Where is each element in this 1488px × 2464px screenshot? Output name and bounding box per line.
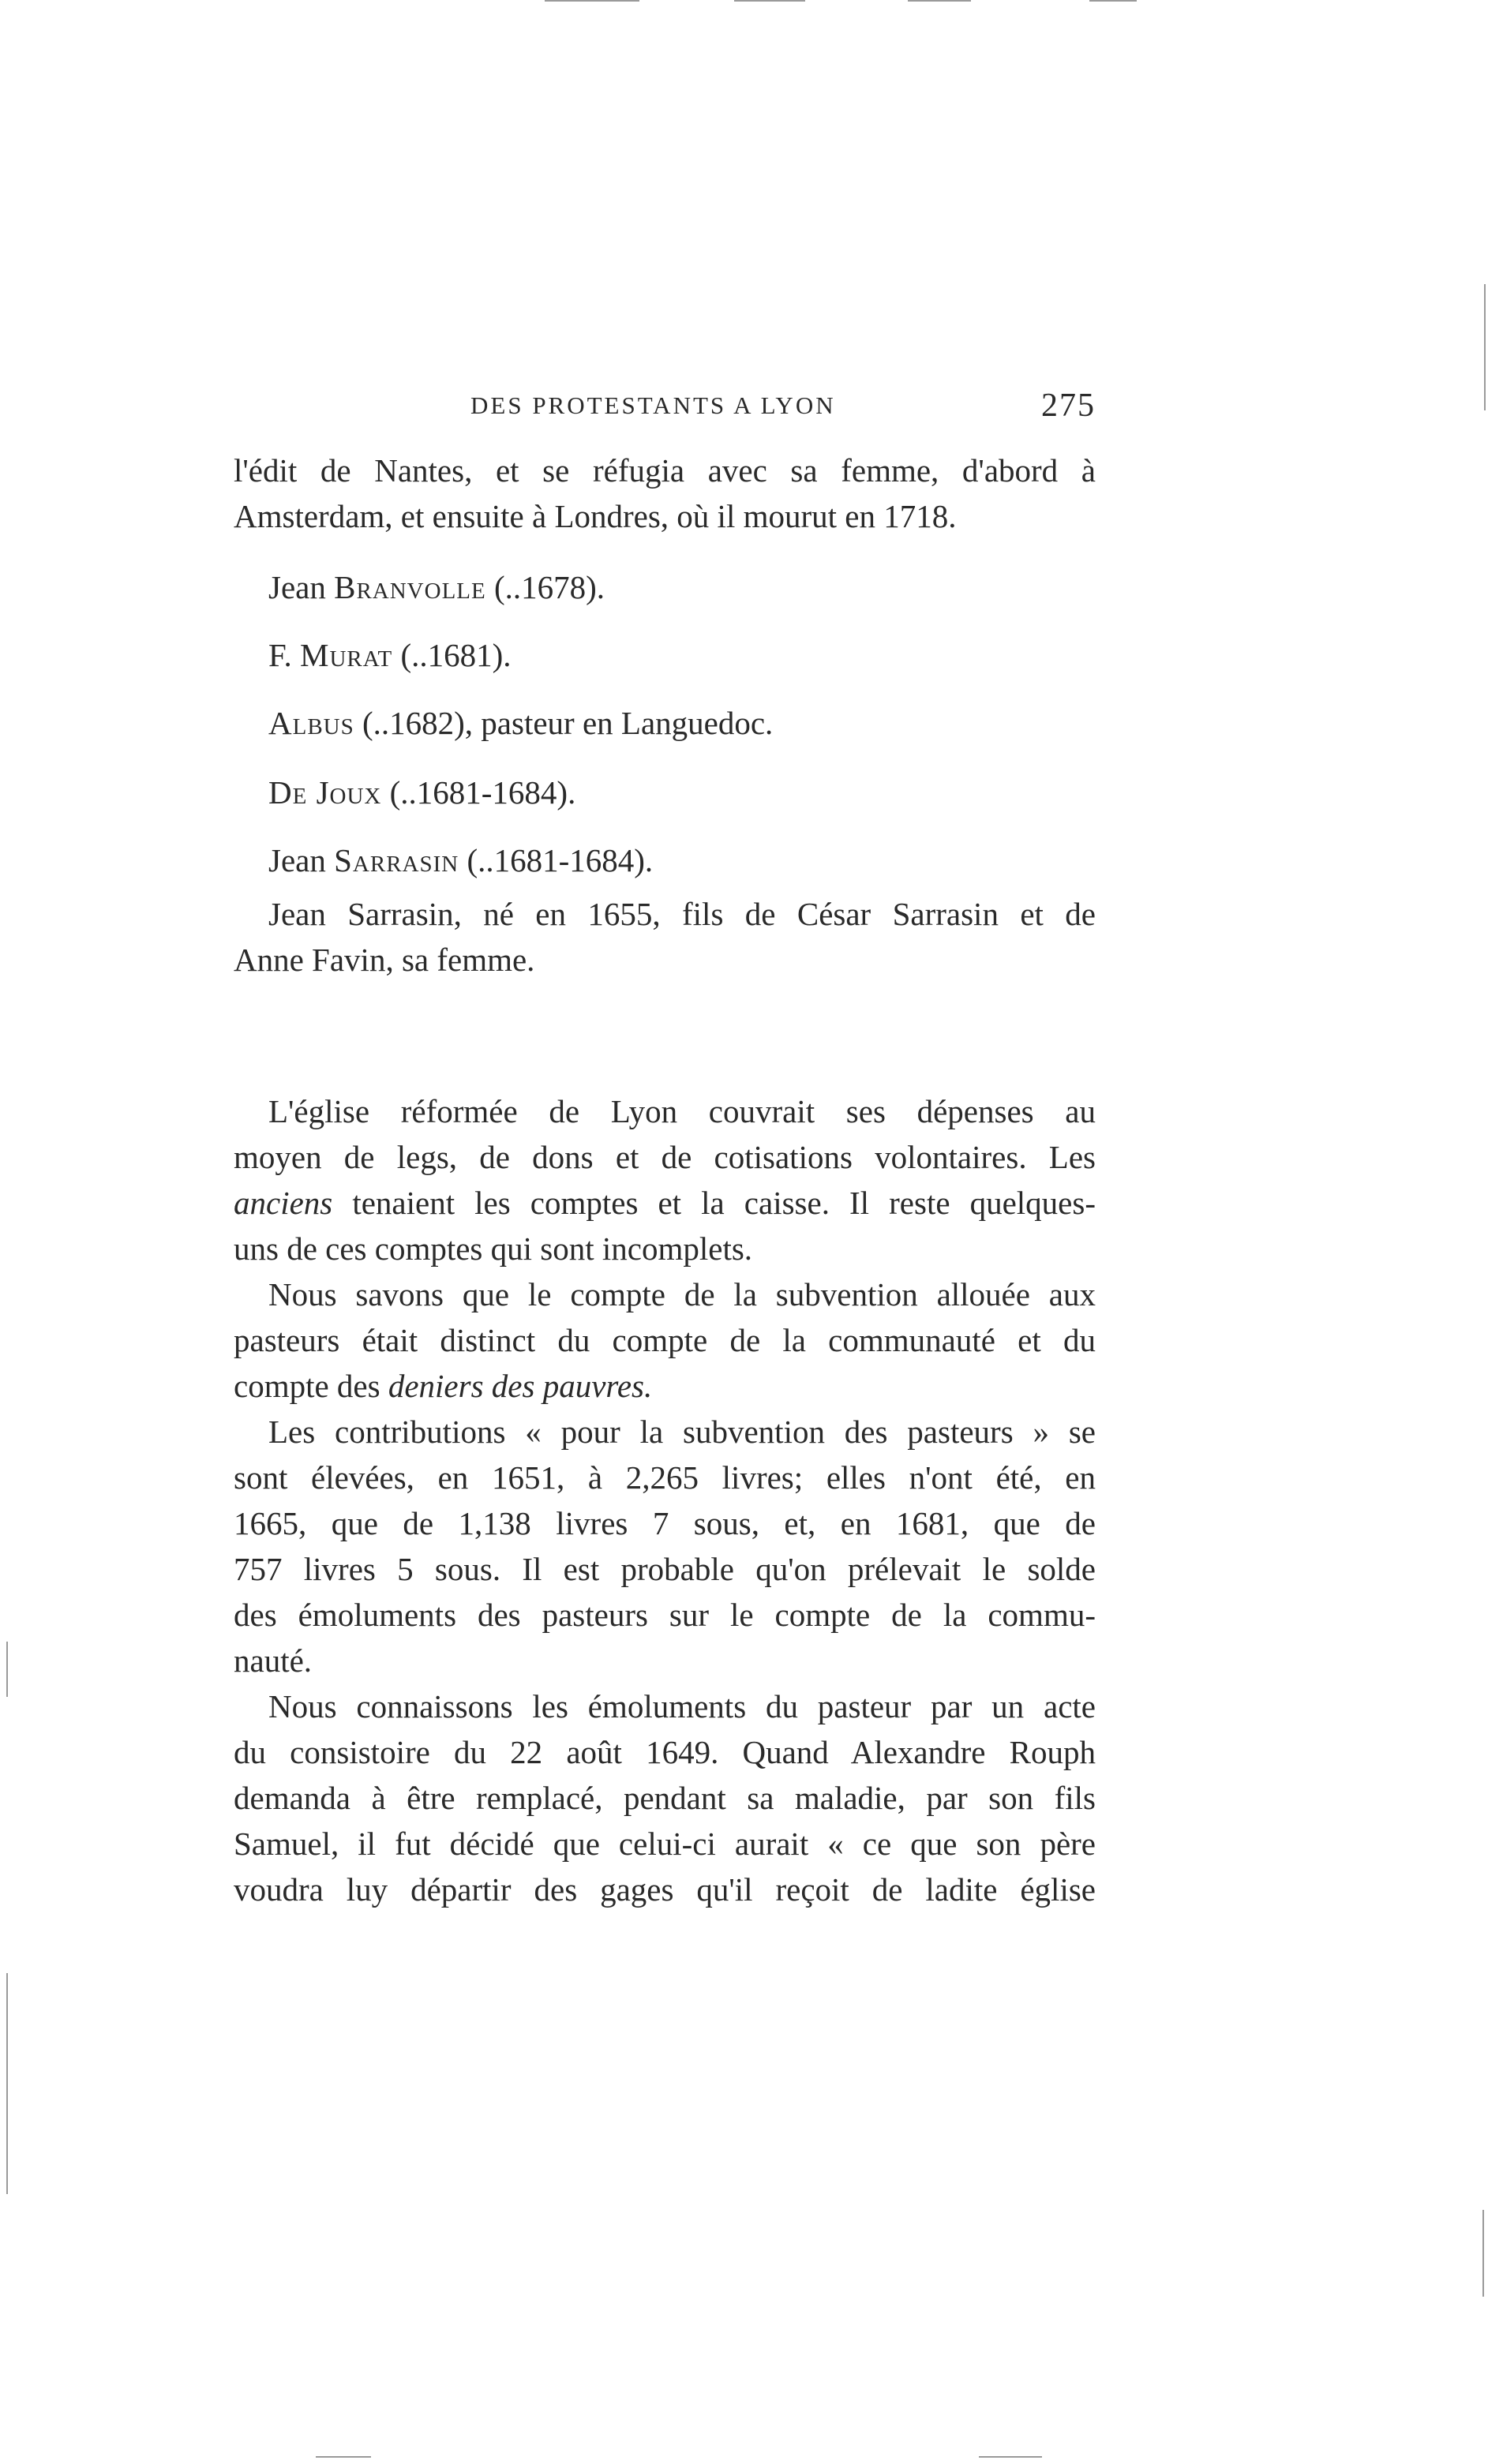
- text-line: 757 livres 5 sous. Il est probable qu'on prélevait le solde: [234, 1551, 1096, 1587]
- pastor-surname: De Joux: [268, 774, 382, 811]
- pastor-entry: [268, 565, 1096, 609]
- text-line: demanda à être remplacé, pendant sa maladie, par son fils: [234, 1780, 1096, 1816]
- scan-edge-mark: [6, 1642, 8, 1697]
- pastor-dates: (..1678).: [485, 569, 605, 605]
- pastor-dates: (..1681).: [392, 637, 512, 673]
- text-line: Jean Sarrasin, né en 1655, fils de César Sarrasin et de: [268, 896, 1096, 932]
- text-line: uns de ces comptes qui sont incomplets.: [234, 1230, 753, 1267]
- text-line: du consistoire du 22 août 1649. Quand Alexandre Rouph: [234, 1734, 1096, 1770]
- text-line: nauté.: [234, 1642, 313, 1679]
- scan-edge-mark: [1089, 0, 1137, 2]
- pastor-surname: Murat: [300, 637, 393, 673]
- pastor-entry: [268, 770, 1096, 814]
- scan-edge-mark: [1482, 2210, 1484, 2297]
- scan-edge-mark: [734, 0, 805, 2]
- page-number: 275: [1041, 388, 1096, 424]
- pastor-first-name: F.: [268, 637, 301, 673]
- scan-edge-mark: [1484, 284, 1486, 410]
- text-line: Nous connaissons les émoluments du pasteur par un acte: [268, 1688, 1096, 1724]
- text-line: moyen de legs, de dons et de cotisations volontaires. Les: [234, 1139, 1096, 1175]
- pastor-first-name: Jean: [268, 842, 335, 878]
- text-span: compte des: [234, 1368, 388, 1404]
- running-title: DES PROTESTANTS A LYON: [470, 391, 836, 419]
- pastor-surname: Albus: [268, 705, 354, 741]
- scan-edge-mark: [979, 2456, 1042, 2458]
- page-header: [234, 387, 1096, 426]
- text-span: tenaient les comptes et la caisse. Il reste quelques-: [332, 1185, 1096, 1221]
- pastor-dates: (..1682), pasteur en Languedoc.: [354, 705, 774, 741]
- text-line: voudra luy départir des gages qu'il reçoit de ladite église: [234, 1871, 1096, 1908]
- italic-term: deniers des pauvres.: [388, 1368, 653, 1404]
- scan-edge-mark: [545, 0, 639, 2]
- text-line: [234, 1364, 1096, 1408]
- pastor-first-name: Jean: [268, 569, 335, 605]
- text-line: Amsterdam, et ensuite à Londres, où il mourut en 1718.: [234, 498, 957, 534]
- scan-edge-mark: [908, 0, 971, 2]
- pastor-entry: [268, 633, 1096, 677]
- text-line: Nous savons que le compte de la subvention allouée aux: [268, 1276, 1096, 1313]
- scan-edge-mark: [6, 1973, 8, 2194]
- text-line: Samuel, il fut décidé que celui-ci aurait « ce que son père: [234, 1826, 1096, 1862]
- text-line: Anne Favin, sa femme.: [234, 942, 535, 978]
- pastor-entry: [268, 838, 1096, 882]
- text-line: L'église réformée de Lyon couvrait ses dépenses au: [268, 1093, 1096, 1129]
- text-line: l'édit de Nantes, et se réfugia avec sa femme, d'abord à: [234, 452, 1096, 489]
- italic-term: anciens: [234, 1185, 333, 1221]
- pastor-surname: Branvolle: [334, 569, 486, 605]
- pastor-dates: (..1681-1684).: [381, 774, 576, 811]
- scan-edge-mark: [316, 2456, 371, 2458]
- text-line: Les contributions « pour la subvention des pasteurs » se: [268, 1414, 1096, 1450]
- pastor-dates: (..1681-1684).: [459, 842, 654, 878]
- text-line: des émoluments des pasteurs sur le compte de la commu-: [234, 1597, 1096, 1633]
- text-line: sont élevées, en 1651, à 2,265 livres; elles n'ont été, en: [234, 1459, 1096, 1496]
- text-line: 1665, que de 1,138 livres 7 sous, et, en 1681, que de: [234, 1505, 1096, 1541]
- pastor-surname: Sarrasin: [334, 842, 459, 878]
- text-line: [234, 1181, 1096, 1225]
- pastor-entry: [268, 701, 1096, 745]
- text-line: pasteurs était distinct du compte de la communauté et du: [234, 1322, 1096, 1358]
